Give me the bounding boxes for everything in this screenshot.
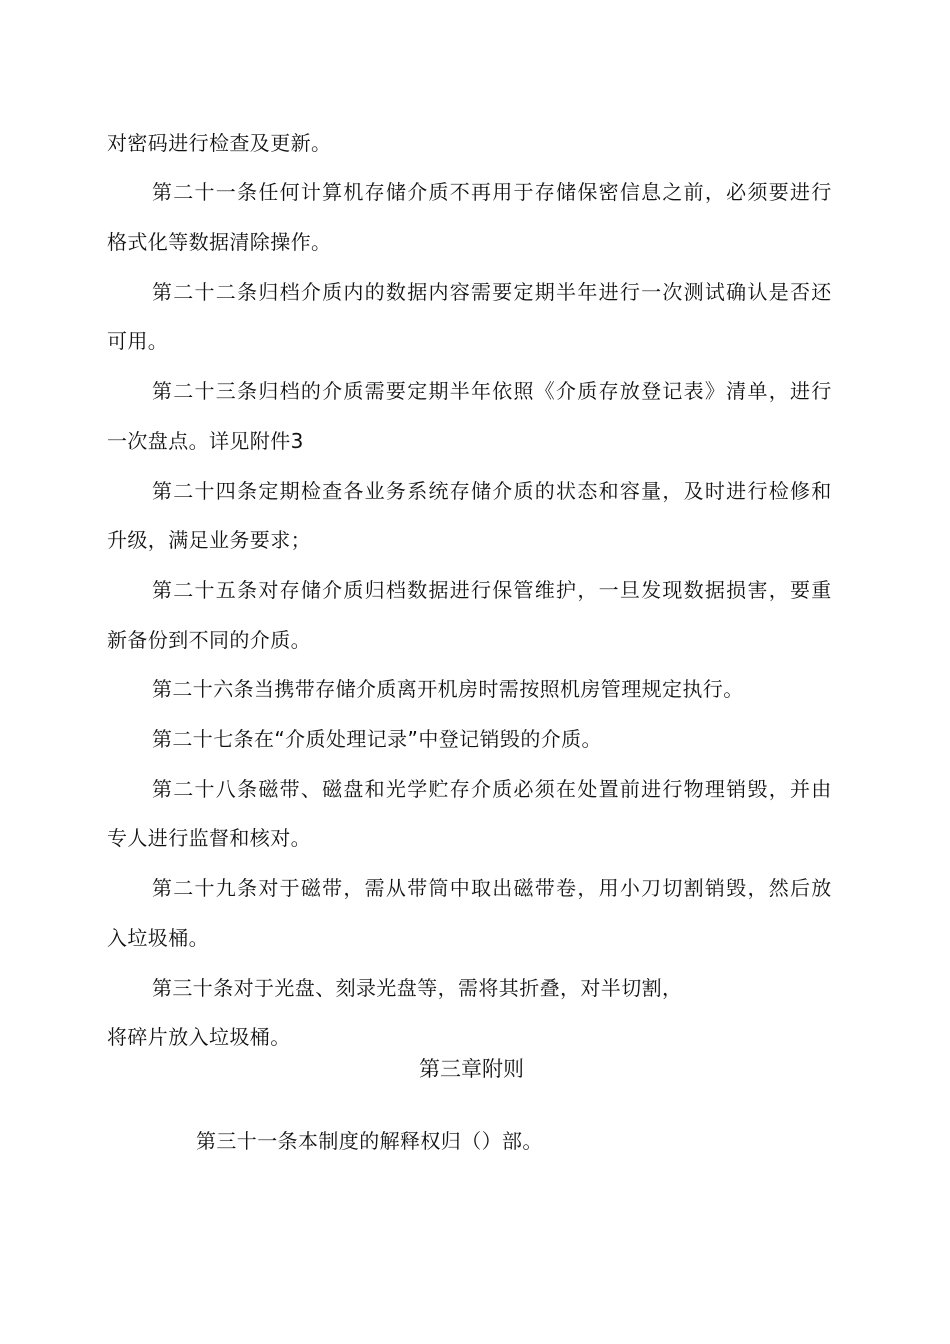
article-23-line-2: 一次盘点。详见附件3 [107,429,304,453]
article-23-line-1: 第 二 十 三 条 归 档 的 介 质 需 要 定 期 半 年 依 照 《 介 质 存 放 登 记 表 》 清 单 ， 进 行 [152,379,832,403]
article-26-line: 第二十六条当携带存储介质离开机房时需按照机房管理规定执行。 [152,677,744,701]
article-29-line-2: 入垃圾桶。 [107,926,209,950]
article-25-line-2: 新备份到不同的介质。 [107,628,311,652]
article-28-line-2: 专人进行监督和核对。 [107,826,311,850]
article-22-line-2: 可用。 [107,329,169,353]
article-29-line-1: 第 二 十 九 条 对 于 磁 带 ， 需 从 带 筒 中 取 出 磁 带 卷 ， 用 小 刀 切 割 销 毁 ， 然 后 放 [152,876,832,900]
article-28-line-1: 第 二 十 八 条 磁 带 、 磁 盘 和 光 学 贮 存 介 质 必 须 在 处 置 前 进 行 物 理 销 毁 ， 并 由 [152,777,832,801]
article-30-line-1: 第三十条对于光盘、刻录光盘等，需将其折叠，对半切割， [152,976,683,1000]
chapter-heading: 第三章附则 [419,1057,524,1081]
article-31-line: 第三十一条本制度的解释权归（）部。 [196,1129,543,1153]
article-21-line-2: 格式化等数据清除操作。 [107,230,332,254]
article-22-line-1: 第 二 十 二 条 归 档 介 质 内 的 数 据 内 容 需 要 定 期 半 年 进 行 一 次 测 试 确 认 是 否 还 [152,280,832,304]
article-30-line-2: 将碎片放入垃圾桶。 [107,1025,291,1049]
article-24-line-1: 第 二 十 四 条 定 期 检 查 各 业 务 系 统 存 储 介 质 的 状 态 和 容 量 ， 及 时 进 行 检 修 和 [152,479,832,503]
article-25-line-1: 第 二 十 五 条 对 存 储 介 质 归 档 数 据 进 行 保 管 维 护 ， 一 旦 发 现 数 据 损 害 ， 要 重 [152,578,832,602]
article-24-line-2: 升级，满足业务要求； [107,528,311,552]
text-line: 对密码进行检查及更新。 [107,131,332,155]
article-27-line: 第二十七条在“介质处理记录”中登记销毁的介质。 [152,727,602,751]
article-21-line-1: 第 二 十 一 条 任 何 计 算 机 存 储 介 质 不 再 用 于 存 储 保 密 信 息 之 前 ， 必 须 要 进 行 [152,180,832,204]
